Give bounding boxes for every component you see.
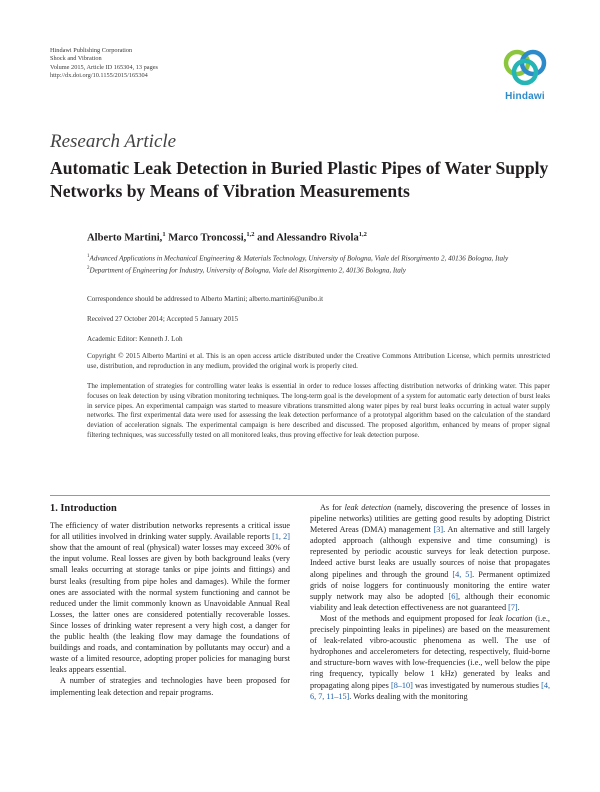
copyright-notice: Copyright © 2015 Alberto Martini et al. This is an open access article distributed under the Creative Commons Attribution License, which permits unrestricted use, distribution, and reproduction in any medium, provided the original work is properly cited. (87, 352, 550, 370)
author-affiliation-mark: 1,2 (358, 231, 367, 238)
volume-info: Volume 2015, Article ID 165304, 13 pages (50, 63, 158, 71)
citation-link[interactable]: [6] (448, 591, 459, 601)
citation-link[interactable]: [1, 2] (272, 532, 290, 542)
citation-link[interactable]: [4, 5] (452, 569, 473, 579)
citation-link[interactable]: [8–10] (390, 680, 413, 690)
author-affiliation-mark: 1,2 (246, 231, 255, 238)
author-list (87, 231, 367, 244)
article-title: Automatic Leak Detection in Buried Plastic Pipes of Water Supply Networks by Means of Vibration Measurements (50, 158, 549, 201)
affiliations (87, 252, 550, 276)
affiliation-item: $^1$Advanced Applications in Mechanical Engineering & Materials Technology, University of Bologna, Viale del Risorgimento 2, 40136 Bologna, Italy (87, 254, 509, 263)
article-type: Research Article (50, 131, 177, 152)
affiliation-item: $^2$Department of Engineering for Industry, University of Bologna, Viale del Risorgimento 2, 40136 Bologna, Italy (87, 265, 406, 275)
left-column (50, 503, 290, 698)
right-column (310, 502, 550, 702)
received-accepted-dates: Received 27 October 2014; Accepted 5 January 2015 (87, 315, 239, 323)
author-name[interactable]: Marco Troncossi, (168, 232, 247, 244)
author-name[interactable]: Alberto Martini, (87, 232, 163, 244)
paragraph: The efficiency of water distribution networks represents a critical issue for all utilities involved in drinking water supply. Available reports [1, 2] show that the amount of real (physical) water losses may exceed 30% of the input volume. Real losses are given by both background leaks (very small leaks occurring at storage tanks or pipe joints and fittings) and burst leaks (resulting from pipe holes and damages). While the former ones are associated with the normal system functioning and cannot be reduced under the limit commonly known as Unavoidable Annual Real Losses, the latter ones are considered potentially recoverable losses. Since losses of drinking water represent a very high cost, a danger for the public health (the leaking flow may damage the foundations of buildings and roads, and contamination by pollutants may occur) and a waste of a limited resource, adopting proper policies for managing burst leaks appears essential. (50, 521, 290, 675)
paragraph: Most of the methods and equipment proposed for leak location (i.e., precisely pinpointing leaks in pipelines) are based on the measurement of leak-related vibro-acoustic phenomena as well. The use of hydrophones and accelerometers for detecting, respectively, fluid-borne and structure-born waves with low-frequencies (i.e., well below the pipe ring frequency, typically below 1 kHz) generated by leaks and propagating along pipes [8–10] was investigated by numerous studies [4, 6, 7, 11–15]. Works dealing with the monitoring (310, 613, 550, 701)
citation-link[interactable]: [4, 6, 7, 11–15] (310, 680, 550, 701)
author-conjunction: and (257, 232, 275, 244)
hindawi-logo (495, 45, 555, 105)
abstract: The implementation of strategies for controlling water leaks is essential in order to reduce losses affecting distribution networks of drinking water. This paper focuses on leak detection by using vibration monitoring techniques. The long-term goal is the development of a system for automatic early detection of burst leaks in service pipes. An experimental campaign was started to measure vibrations transmitted along water pipes by real burst leaks occurring in actual water supply networks. The first experimental data were used for assessing the leak detection performance of a prototypal algorithm based on the calculation of the standard deviation of acceleration signals. The experimental campaign is here described and discussed. The proposed algorithm, enhanced by means of proper signal filtering techniques, was successfully tested on all monitored leaks, thus proving effective for leak detection purpose. (87, 382, 550, 439)
hindawi-wordmark: Hindawi (505, 91, 545, 102)
hindawi-logo-icon (495, 45, 555, 91)
correspondence: Correspondence should be addressed to Alberto Martini; alberto.martini6@unibo.it (87, 295, 324, 303)
author-name[interactable]: Alessandro Rivola (276, 232, 359, 244)
journal-name: Shock and Vibration (50, 55, 102, 63)
citation-link[interactable]: [7] (508, 602, 518, 612)
publisher-name: Hindawi Publishing Corporation (50, 47, 133, 54)
paragraph: A number of strategies and technologies have been proposed for implementing leak detection and repair programs. (50, 676, 290, 697)
academic-editor: Academic Editor: Kenneth J. Loh (87, 335, 183, 343)
section-divider (50, 495, 550, 496)
paragraph: As for leak detection (namely, discovering the presence of losses in pipeline networks) utilities are getting good results by adopting District Metered Areas (DMA) management [3]. An alternative and still largely adopted approach (although expensive and time consuming) is represented by periodic acoustic surveys for leak detection purpose. Indeed active burst leaks are usually sources of noise that propagates along pipelines and through the ground [4, 5]. Permanent optimized grids of noise loggers for continuously monitoring the entire water supply network may also be adopted [6], although their economic viability and leak detection effectiveness are not guaranteed [7]. (310, 503, 551, 612)
section-heading: 1. Introduction (50, 503, 117, 514)
citation-link[interactable]: [3] (433, 525, 444, 535)
author-affiliation-mark: 1 (162, 231, 166, 238)
masthead (50, 47, 158, 81)
doi-link[interactable]: http://dx.doi.org/10.1155/2015/165304 (50, 72, 148, 80)
